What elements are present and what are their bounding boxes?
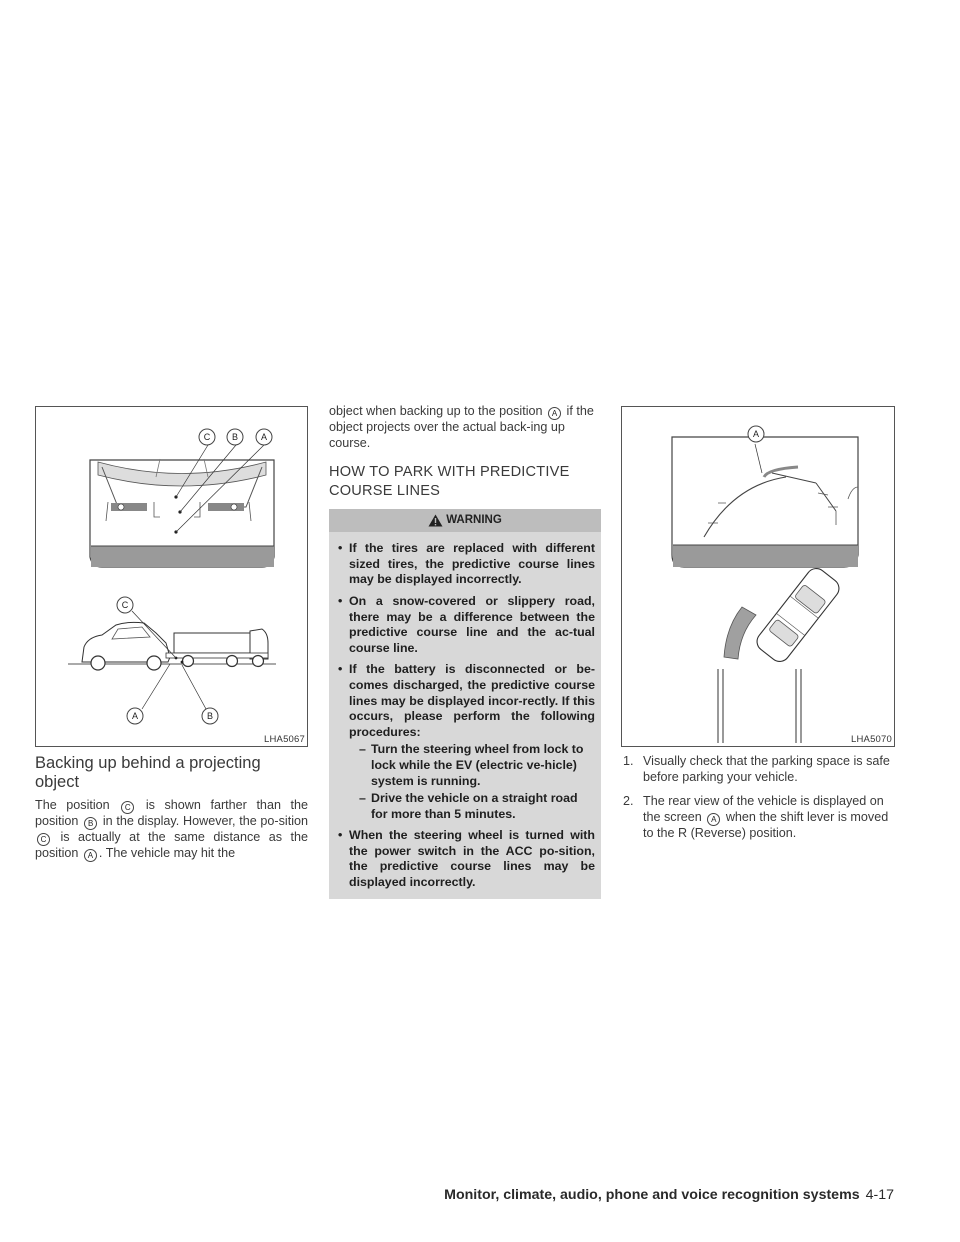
callout-a: A bbox=[548, 407, 561, 420]
warning-item: • If the battery is disconnected or be-comes discharged, the predictive course lines may be displayed incor-rectly. If this occurs, please perform the following procedures: bbox=[338, 662, 595, 739]
callout-c: C bbox=[121, 801, 134, 814]
callout-a: A bbox=[752, 429, 760, 439]
callout-a-bottom: A bbox=[131, 711, 139, 721]
page-footer bbox=[400, 1187, 894, 1203]
figure-label: LHA5070 bbox=[850, 734, 892, 745]
callout-b-bottom: B bbox=[206, 711, 214, 721]
callout-a: A bbox=[707, 813, 720, 826]
warning-item: • On a snow-covered or slippery road, there may be a difference between the predictive course line and the ac-tual course line. bbox=[338, 593, 595, 655]
page-number: 4-17 bbox=[865, 1187, 894, 1203]
warning-item: • If the tires are replaced with different sized tires, the predictive course lines may be displayed incorrectly. bbox=[338, 541, 595, 587]
warning-subitem: – Turn the steering wheel from lock to lock while the EV (electric ve-hicle) system is running. bbox=[359, 742, 584, 788]
warning-icon bbox=[428, 514, 443, 527]
callout-c-bottom: C bbox=[121, 600, 129, 610]
column-1 bbox=[35, 754, 308, 862]
callout-b-top: B bbox=[231, 432, 239, 442]
figure-backing-projecting-object bbox=[35, 406, 308, 747]
callout-b: B bbox=[84, 817, 97, 830]
callout-a: A bbox=[84, 849, 97, 862]
figure-predictive-course-lines bbox=[621, 406, 895, 747]
paragraph: object when backing up to the position A if the object projects over the actual back-ing up course. bbox=[329, 404, 594, 450]
callout-a-top: A bbox=[260, 432, 268, 442]
column-3 bbox=[621, 754, 895, 850]
callout-c: C bbox=[37, 833, 50, 846]
warning-item: • When the steering wheel is turned with the power switch in the ACC po-sition, the predictive course lines may be displayed incorrectly. bbox=[338, 828, 595, 890]
footer-section-title: Monitor, climate, audio, phone and voice recognition systems bbox=[444, 1187, 860, 1203]
warning-header bbox=[329, 509, 601, 532]
column-2 bbox=[329, 404, 601, 899]
warning-subitem: – Drive the vehicle on a straight road for more than 5 minutes. bbox=[359, 791, 578, 821]
figure-illustration bbox=[622, 407, 896, 748]
figure-illustration bbox=[36, 407, 309, 748]
callout-c-top: C bbox=[203, 432, 211, 442]
figure-label: LHA5067 bbox=[263, 734, 305, 745]
list-item: 1. Visually check that the parking space is safe before parking your vehicle. bbox=[623, 754, 890, 784]
section-heading: Backing up behind a projecting object bbox=[35, 754, 261, 791]
warning-box bbox=[329, 509, 601, 898]
paragraph: The position C is shown farther than the position B in the display. However, the po-sition C is actually at the same distance as the position A . The vehicle may hit the bbox=[35, 798, 309, 860]
warning-title: WARNING bbox=[446, 513, 502, 526]
section-heading: HOW TO PARK WITH PREDICTIVE COURSE LINES bbox=[329, 464, 570, 500]
list-item: 2. The rear view of the vehicle is displayed on the screen A when the shift lever is moved to the R (Reverse) position. bbox=[623, 794, 889, 840]
